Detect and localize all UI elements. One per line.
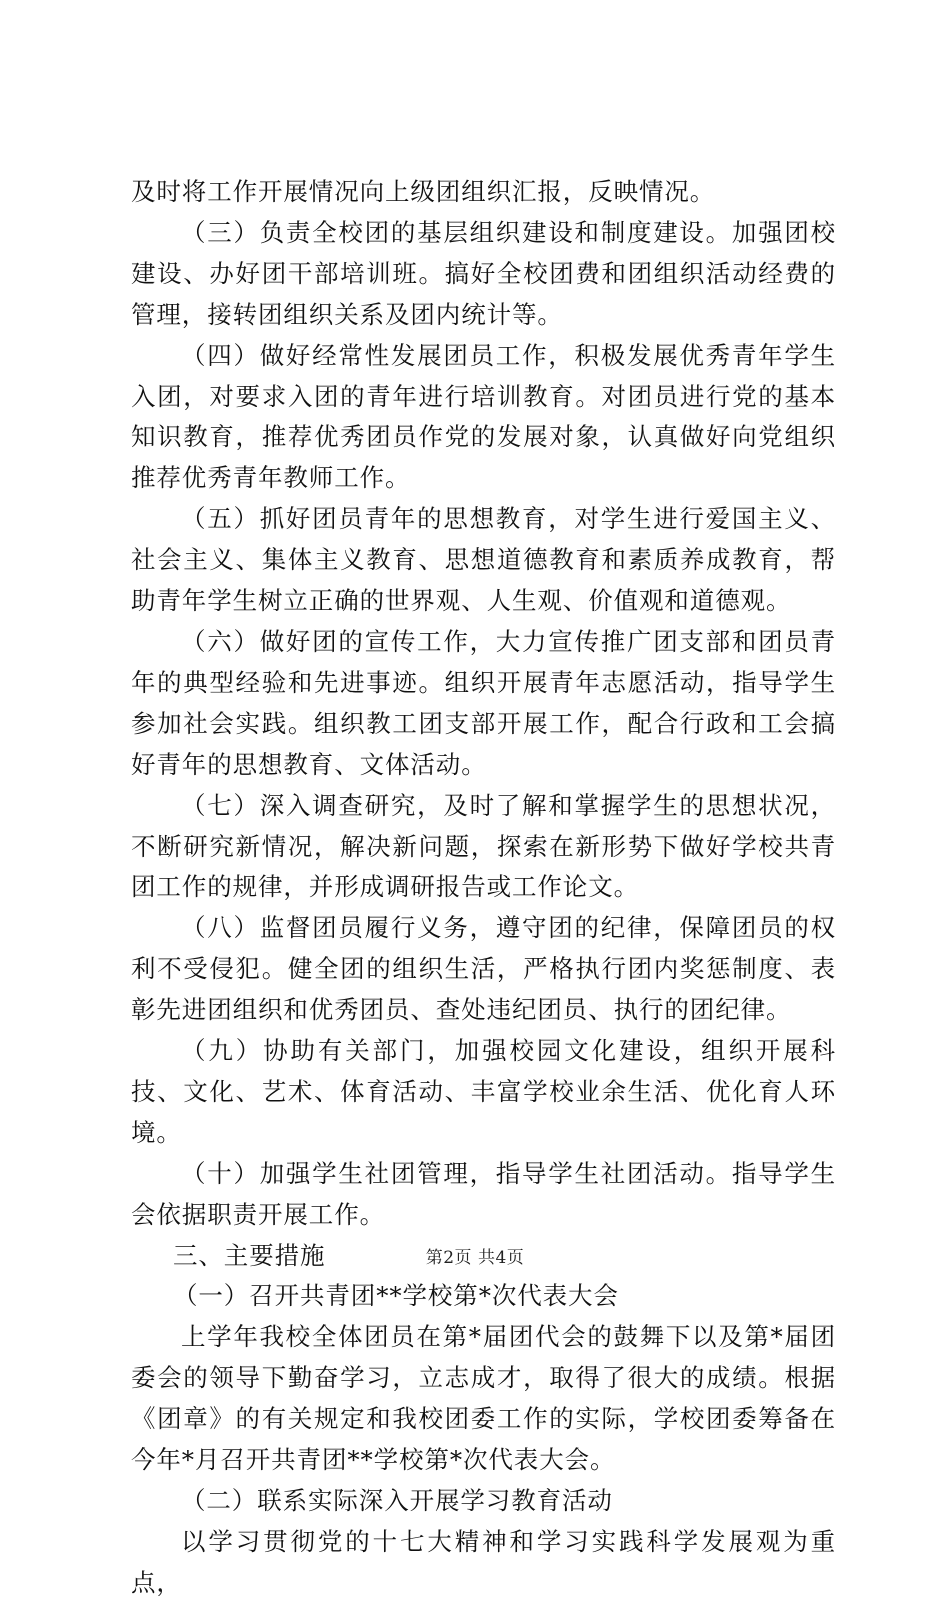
paragraph-item-9: （九）协助有关部门，加强校园文化建设，组织开展科技、文化、艺术、体育活动、丰富学校业余生活、优化育人环境。 bbox=[131, 1036, 836, 1147]
paragraph-item-3: （三）负责全校团的基层组织建设和制度建设。加强团校建设、办好团干部培训班。搞好全校团费和团组织活动经费的管理，接转团组织关系及团内统计等。 bbox=[131, 217, 836, 329]
paragraph-item-5: （五）抓好团员青年的思想教育，对学生进行爱国主义、社会主义、集体主义教育、思想道德教育和素质养成教育，帮助青年学生树立正确的世界观、人生观、价值观和道德观。 bbox=[131, 504, 836, 616]
paragraph-congress-body: 上学年我校全体团员在第*届团代会的鼓舞下以及第*届团委会的领导下勤奋学习，立志成才，取得了很大的成绩。根据《团章》的有关规定和我校团委工作的实际，学校团委筹备在今年*月召开共青团**学校第*次代表大会。 bbox=[131, 1322, 836, 1475]
paragraph-item-6: （六）做好团的宣传工作，大力宣传推广团支部和团员青年的典型经验和先进事迹。组织开展青年志愿活动，指导学生参加社会实践。组织教工团支部开展工作，配合行政和工会搞好青年的思想教育、文体活动。 bbox=[131, 626, 836, 779]
paragraph-continuation: 及时将工作开展情况向上级团组织汇报，反映情况。 bbox=[131, 177, 716, 206]
paragraph-item-8: （八）监督团员履行义务，遵守团的纪律，保障团员的权利不受侵犯。健全团的组织生活，严格执行团内奖惩制度、表彰先进团组织和优秀团员、查处违纪团员、执行的团纪律。 bbox=[131, 913, 836, 1025]
paragraph-item-4: （四）做好经常性发展团员工作，积极发展优秀青年学生入团，对要求入团的青年进行培训教育。对团员进行党的基本知识教育，推荐优秀团员作党的发展对象，认真做好向党组织推荐优秀青年教师工作。 bbox=[131, 340, 836, 493]
document-body bbox=[131, 172, 836, 1604]
page-number-footer: 第2页 共4页 bbox=[425, 1248, 525, 1268]
section-heading-measures: 三、主要措施 bbox=[173, 1240, 326, 1270]
subheading-study-activities: （二）联系实际深入开展学习教育活动 bbox=[181, 1486, 613, 1515]
paragraph-study-body: 以学习贯彻党的十七大精神和学习实践科学发展观为重点， bbox=[131, 1526, 836, 1597]
subheading-congress: （一）召开共青团**学校第*次代表大会 bbox=[173, 1281, 619, 1311]
paragraph-item-10: （十）加强学生社团管理，指导学生社团活动。指导学生会依据职责开展工作。 bbox=[131, 1158, 836, 1229]
paragraph-item-7: （七）深入调查研究，及时了解和掌握学生的思想状况，不断研究新情况，解决新问题，探索在新形势下做好学校共青团工作的规律，并形成调研报告或工作论文。 bbox=[131, 790, 836, 902]
